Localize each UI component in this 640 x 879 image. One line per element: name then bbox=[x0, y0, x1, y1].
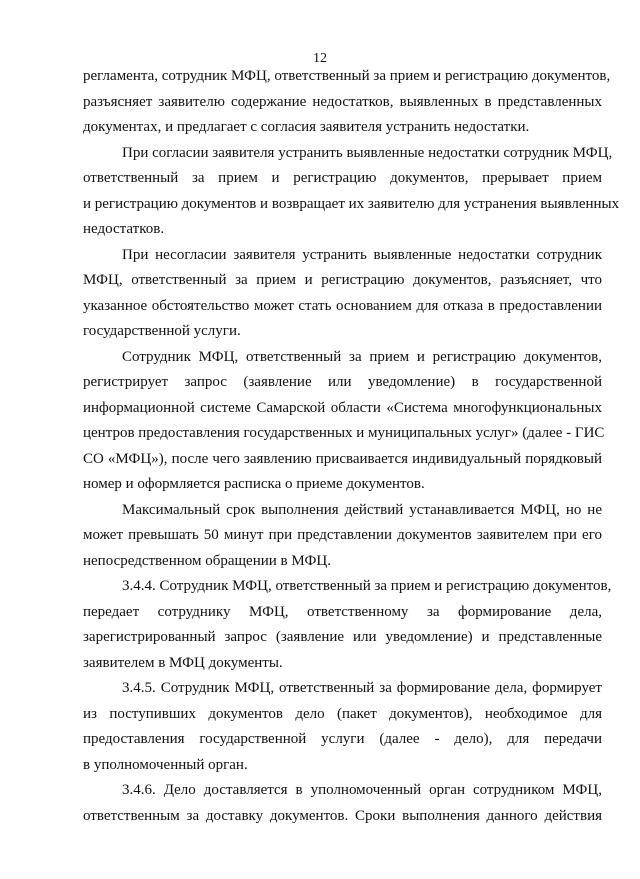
text-line: 3.4.5. Сотрудник МФЦ, ответственный за формирование дела, формирует bbox=[122, 680, 602, 696]
text-line: разъясняет заявителю содержание недостатков, выявленных в представленных bbox=[83, 93, 602, 110]
text-line: 3.4.6. Дело доставляется в уполномоченный орган сотрудником МФЦ, bbox=[122, 782, 602, 798]
text-line: из поступивших документов дело (пакет документов), необходимое для bbox=[83, 705, 602, 722]
text-line: зарегистрированный запрос (заявление или уведомление) и представленные bbox=[83, 629, 602, 645]
text-line: 3.4.4. Сотрудник МФЦ, ответственный за прием и регистрацию документов, bbox=[122, 578, 612, 594]
text-line: центров предоставления государственных и муниципальных услуг» (далее - ГИС bbox=[83, 425, 605, 441]
text-line: может превышать 50 минут при представлении документов заявителем при его bbox=[83, 527, 602, 543]
paragraph bbox=[83, 64, 611, 141]
paragraph bbox=[83, 676, 602, 778]
text-line: государственной услуги. bbox=[83, 323, 241, 339]
document-body bbox=[83, 64, 620, 829]
text-line: регистрирует запрос (заявление или уведомление) в государственной bbox=[83, 374, 602, 390]
paragraph bbox=[83, 141, 620, 243]
text-line: заявителем в МФЦ документы. bbox=[83, 654, 283, 671]
text-line: непосредственном обращении в МФЦ. bbox=[83, 552, 331, 569]
paragraph bbox=[83, 498, 602, 575]
text-line: и регистрацию документов и возвращает их заявителю для устранения выявленных bbox=[83, 195, 620, 212]
text-line: передает сотруднику МФЦ, ответственному за формирование дела, bbox=[83, 603, 602, 620]
text-line: При несогласии заявителя устранить выявленные недостатки сотрудник bbox=[122, 246, 602, 263]
text-line: СО «МФЦ»), после чего заявлению присваивается индивидуальный порядковый bbox=[83, 450, 602, 467]
text-line: ответственным за доставку документов. Сроки выполнения данного действия bbox=[83, 807, 602, 824]
text-line: ответственный за прием и регистрацию документов, прерывает прием bbox=[83, 170, 602, 186]
text-line: регламента, сотрудник МФЦ, ответственный за прием и регистрацию документов, bbox=[83, 68, 611, 84]
paragraph bbox=[83, 243, 602, 345]
paragraph bbox=[83, 778, 602, 829]
text-line: Максимальный срок выполнения действий устанавливается МФЦ, но не bbox=[122, 501, 602, 518]
text-line: номер и оформляется расписка о приеме документов. bbox=[83, 476, 425, 492]
page-number: 12 bbox=[313, 51, 327, 66]
text-line: документах, и предлагает с согласия заявителя устранить недостатки. bbox=[83, 119, 530, 135]
paragraph bbox=[83, 574, 612, 676]
text-line: в уполномоченный орган. bbox=[83, 756, 248, 773]
text-line: МФЦ, ответственный за прием и регистрацию документов, разъясняет, что bbox=[83, 272, 602, 288]
text-line: недостатков. bbox=[83, 221, 165, 237]
paragraph bbox=[83, 345, 605, 498]
text-line: информационной системе Самарской области «Система многофункциональных bbox=[83, 399, 602, 416]
text-line: предоставления государственной услуги (далее - дело), для передачи bbox=[83, 731, 602, 747]
text-line: указанное обстоятельство может стать основанием для отказа в предоставлении bbox=[83, 297, 602, 314]
text-line: При согласии заявителя устранить выявленные недостатки сотрудник МФЦ, bbox=[122, 144, 613, 161]
text-line: Сотрудник МФЦ, ответственный за прием и регистрацию документов, bbox=[122, 348, 602, 365]
